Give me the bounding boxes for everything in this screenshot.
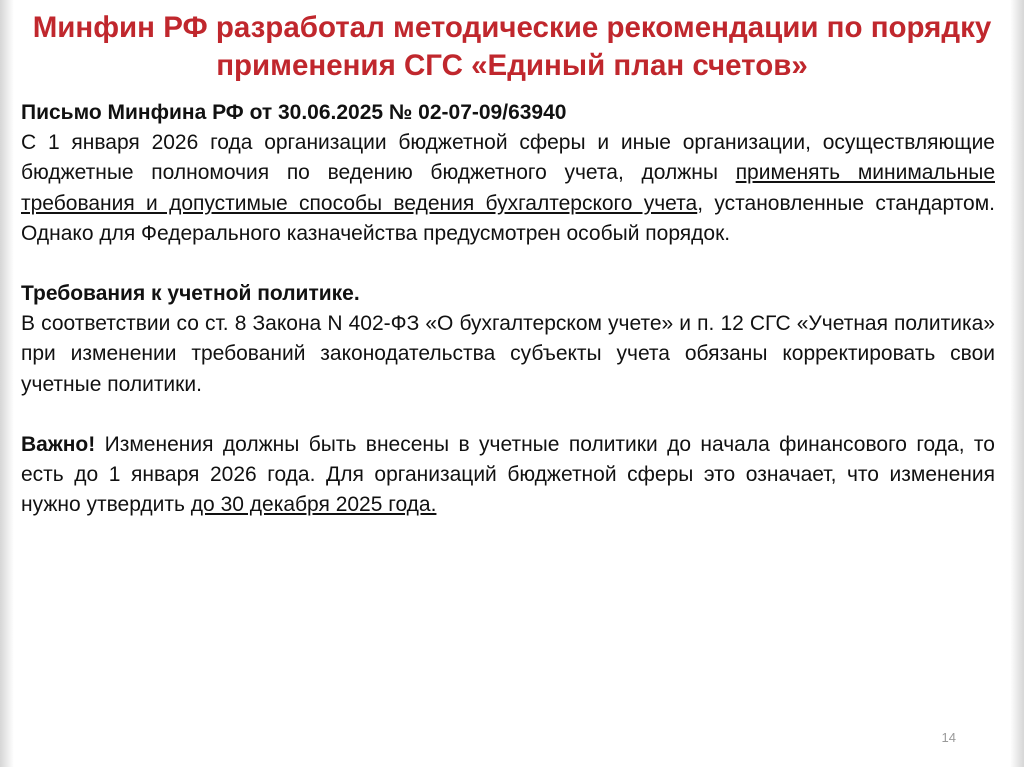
policy-text: В соответствии со ст. 8 Закона N 402-ФЗ «О бухгалтерском учете» и п. 12 СГС «Учетная политика» при изменении требований законодательства субъекты учета обязаны корректировать свои учетные политики. [21, 312, 995, 396]
page-number: 14 [941, 730, 956, 745]
paragraph-spacer [21, 249, 995, 279]
important-label: Важно! [21, 432, 96, 456]
slide-title: Минфин РФ разработал методические рекомендации по порядку применения СГС «Единый план счетов» [32, 11, 992, 82]
right-edge-shadow [1010, 0, 1024, 767]
paragraph-spacer [21, 400, 995, 430]
important-section [21, 430, 995, 521]
letter-text-underlined: применять минимальные требования и допустимые способы ведения бухгалтерского учета [21, 161, 995, 215]
letter-heading: Письмо Минфина РФ от 30.06.2025 № 02-07-09/63940 [21, 101, 567, 124]
letter-section [21, 98, 995, 249]
letter-text-end: , установленные стандартом. Однако для Федерального казначейства предусмотрен особый порядок. [21, 191, 995, 245]
slide-content [21, 98, 995, 520]
important-deadline: до 30 декабря 2025 года. [190, 493, 437, 517]
policy-heading: Требования к учетной политике. [21, 282, 360, 306]
policy-section [21, 279, 995, 400]
important-text: Изменения должны быть внесены в учетные политики до начала финансового года, то есть до 1 января 2026 года. Для организаций бюджетной сферы это означает, что изменения нужно утвердить [21, 432, 995, 517]
left-edge-shadow [0, 0, 14, 767]
letter-text-start: С 1 января 2026 года организации бюджетной сферы и иные организации, осуществляющие бюджетные полномочия по ведению бюджетного учета, должны [21, 131, 995, 185]
